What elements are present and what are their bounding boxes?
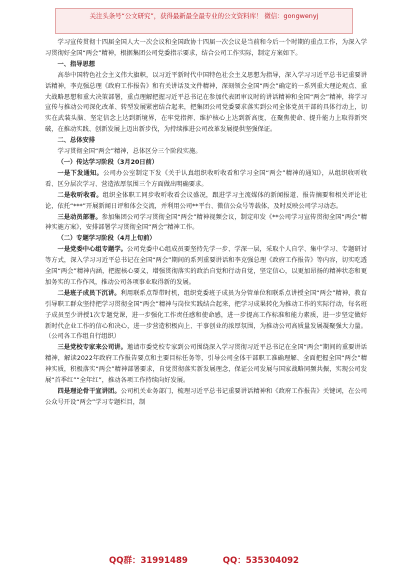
- phase2-item-4: [45, 387, 367, 409]
- document-body: [45, 38, 367, 409]
- phase2-item-3: [45, 343, 367, 387]
- item-lead: 二是班子成员下沉讲。: [57, 289, 121, 297]
- item-lead: 三是党校专家来公司讲。: [57, 344, 127, 352]
- phase1-item-3: [45, 213, 367, 235]
- qq-group: QQ群：31991489: [109, 556, 188, 566]
- phase1-item-1: [45, 169, 367, 191]
- phase-heading-1: （一）传达学习阶段（3月20日前）: [57, 158, 159, 166]
- item-text: 邀请市委党校专家到公司围绕深入学习贯彻习近平总书记在全国“两会”期间的重要讲话精神，解读2022年政府工作报告要点和主要目标任务等，引导公司全体干部职工准确理解、全面把握全国“两会”精神实质，积极落实“两会”精神部署要求，自觉贯彻落实新发展理念，保证公司发展与国家战略同频共振，实现公司发展“首季红”“全年红”，推动各项工作持续向好发展。: [45, 344, 367, 385]
- item-text: 组织全体职工同步收听收看会议盛况，跟进学习主流媒体的新闻报道、报告摘要和相关评论社论，依托“***”开展新闻日评和体会交流，并利用公司**平台、微信公众号等载体，及时反映公司学习动态。: [45, 191, 368, 210]
- guiding-ideology-paragraph: 高举中国特色社会主义伟大旗帜，以习近平新时代中国特色社会主义思想为指导，深入学习习近平总书记重要讲话精神，李克强总理《政府工作报告》和有关讲话及文件精神，深刻领会全国“两会”确定的一系列重大理论观点、重大战略思想和重大决策部署，重点理解把握习近平总书记在参加代表团审议时的讲话精神和全国“两会”精神，将学习宣传与推动公司深化改革、转型发展紧密结合起来，把集团公司党委要求落实到公司全体党员干部的具体行动上，切实在武装头脑、坚定信念上达到新境界，在牢党指挥、维护核心上达到新高度，在聚焦使命、提升能力上取得新突破，在推动实践、创新发展上迈出新步伐，为持续推进公司改革发展提供坚强保证。: [45, 71, 367, 134]
- phase-heading-2: （二）专题学习阶段（4月上旬前）: [57, 235, 156, 243]
- item-lead: 二是收听收看。: [57, 191, 103, 199]
- phase2-item-2: [45, 289, 367, 344]
- section-heading-guiding-ideology: 一、指导思想: [57, 60, 95, 68]
- qq-contact: QQ：535304092: [222, 556, 299, 566]
- promo-banner-text: 关注头条号“公文研究”，获得最新最全最专业的公文资料库！ 微信：gongwenyj: [89, 12, 319, 20]
- intro-paragraph: 学习宣传贯彻十四届全国人大一次会议和全国政协十四届一次会议是当前和今后一个时期的重点工作，为深入学习贯彻好全国“两会”精神，根据集团公司党委指示要求，结合公司工作实际，制定方案如下。: [45, 39, 367, 57]
- item-lead: 一是下发通知。: [57, 169, 104, 177]
- item-text: 公司办公室制定下发《关于认真组织收听收看和学习全国“两会”精神的通知》，从组织收听收看、区分层次学习、营造浓厚氛围三个方面做出明确要求。: [45, 169, 367, 188]
- item-text: 参加集团公司学习贯彻全国“两会”精神视频会议，制定印发《**公司学习宣传贯彻全国“两会”精神实施方案》，安排部署学习贯彻全国“两会”精神工作。: [45, 213, 368, 232]
- overall-arrangement-paragraph: 学习贯彻全国“两会”精神，总体区分三个阶段实施。: [57, 148, 202, 156]
- phase2-item-1: [45, 245, 367, 289]
- item-lead: 一是党委中心组专题学。: [57, 246, 127, 254]
- item-text: 公司党委中心组成员要坚持先学一步、学深一层，采取个人自学、集中学习、专题研讨等方式，深入学习习近平总书记在全国“两会”期间的系列重要讲话和李克强总理《政府工作报告》等内容，切实吃透全国“两会”精神内涵，把握核心要义，增强贯彻落实的政治自觉和行动自觉，坚定信心，以更加昂扬的精神状态和更加务实的工作作风，推动公司各项事业取得新的发展。: [45, 246, 368, 286]
- promo-banner[interactable]: [55, 8, 353, 34]
- phase1-item-2: [45, 191, 367, 213]
- item-lead: 四是理论骨干宣讲团。: [57, 388, 121, 395]
- contact-footer: [0, 554, 408, 566]
- section-heading-overall-arrangement: 二、总体安排: [57, 137, 95, 145]
- item-text: 利用联系点帮带时机，组织党委班子成员为分管单位和联系点讲授全国“两会”精神，教育引导职工群众坚持把学习贯彻全国“两会”精神与岗位实践结合起来，把学习成果转化为推动工作的实际行动，每名班子成员至少讲授1次专题党课，进一步强化工作责任感和使命感，进一步提高工作标准和能力素质，进一步坚定做好新时代企业工作的信心和决心，进一步营造积极向上、干事创业的浓厚氛围，为推动公司高质量发展凝聚强大力量。（公司各工作组自行组织）: [45, 289, 367, 341]
- item-lead: 三是动员部署。: [57, 213, 102, 221]
- item-text: 公司机关业务部门，梳理习近平总书记重要讲话精神和《政府工作报告》关键词，在公司公众号开设“两会”学习专题栏目，制: [45, 388, 368, 406]
